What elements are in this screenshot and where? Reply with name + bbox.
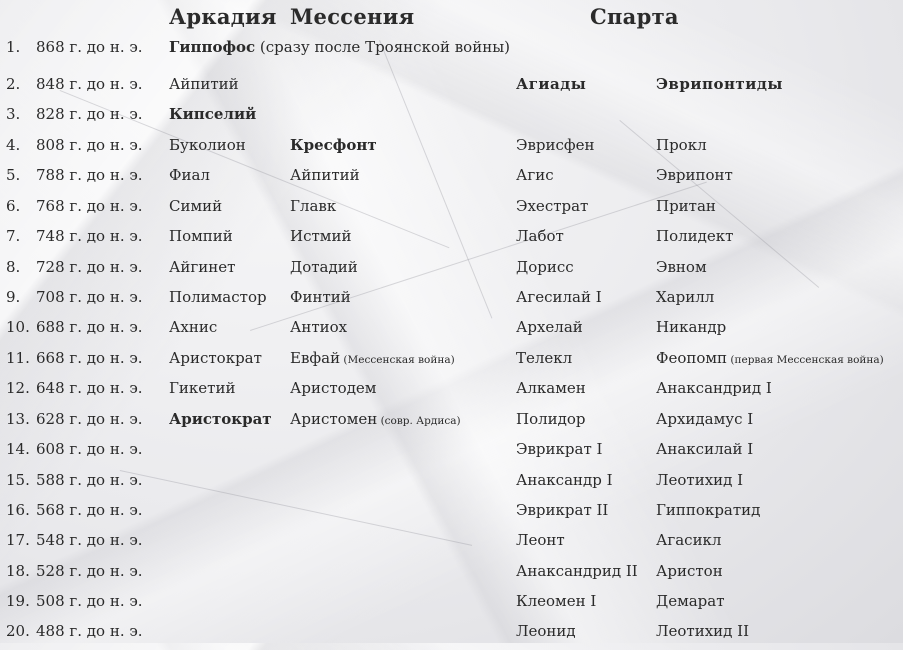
- table-row: [0, 288, 903, 316]
- agiads-cell: Эврикрат II: [516, 501, 609, 519]
- king-name: Евфай: [290, 349, 341, 367]
- arcadia-cell: Полимастор: [169, 288, 267, 306]
- agiads-cell: Эврикрат I: [516, 440, 603, 458]
- table-row: [0, 75, 903, 103]
- row-date: 728 г. до н. э.: [36, 258, 143, 276]
- row-date: 608 г. до н. э.: [36, 440, 143, 458]
- agiads-cell: Архелай: [516, 318, 583, 336]
- arcadia-cell: Кипселий: [169, 105, 257, 123]
- row-date: 848 г. до н. э.: [36, 75, 143, 93]
- eurypontids-cell: Анаксандрид I: [656, 379, 772, 397]
- table-row: [0, 318, 903, 346]
- row-date: 788 г. до н. э.: [36, 166, 143, 184]
- eurypontids-cell: Притан: [656, 197, 716, 215]
- table-row: [0, 379, 903, 407]
- table-row: [0, 592, 903, 620]
- agiads-cell: Дорисс: [516, 258, 574, 276]
- row-date: 808 г. до н. э.: [36, 136, 143, 154]
- messenia-cell: [290, 410, 461, 428]
- table-row: [0, 258, 903, 286]
- header-messenia: Мессения: [290, 4, 415, 29]
- table-row: [0, 622, 903, 650]
- agiads-cell: Анаксандрид II: [516, 562, 638, 580]
- row-date: 548 г. до н. э.: [36, 531, 143, 549]
- eurypontids-cell: Гиппократид: [656, 501, 761, 519]
- messenia-cell: Финтий: [290, 288, 351, 306]
- agiads-cell: Клеомен I: [516, 592, 597, 610]
- row-date: 528 г. до н. э.: [36, 562, 143, 580]
- arcadia-cell: Айгинет: [169, 258, 236, 276]
- header-arcadia: Аркадия: [169, 4, 277, 29]
- agiads-cell: Лабот: [516, 227, 564, 245]
- row-date: 648 г. до н. э.: [36, 379, 143, 397]
- table-row: [0, 136, 903, 164]
- eurypontids-cell: Демарат: [656, 592, 725, 610]
- row-number: 1.: [6, 38, 21, 56]
- table-row: [0, 349, 903, 377]
- row-number: 12.: [6, 379, 30, 397]
- agiads-cell: Телекл: [516, 349, 573, 367]
- table-row: [0, 410, 903, 438]
- row-number: 17.: [6, 531, 30, 549]
- arcadia-cell: Айпитий: [169, 75, 239, 93]
- row-number: 9.: [6, 288, 21, 306]
- eurypontids-cell: [656, 349, 884, 367]
- eurypontids-cell: Агасикл: [656, 531, 722, 549]
- row-number: 5.: [6, 166, 21, 184]
- entry-note: (первая Мессенская война): [727, 354, 884, 366]
- eurypontids-cell: Аристон: [656, 562, 723, 580]
- table-row: [0, 166, 903, 194]
- eurypontids-cell: Никандр: [656, 318, 727, 336]
- row-date: 688 г. до н. э.: [36, 318, 143, 336]
- table-row: [0, 38, 903, 66]
- agiads-cell: Леонид: [516, 622, 576, 640]
- arcadia-cell: Ахнис: [169, 318, 218, 336]
- row-number: 3.: [6, 105, 21, 123]
- agiads-cell: Алкамен: [516, 379, 586, 397]
- row-date: 708 г. до н. э.: [36, 288, 143, 306]
- row-number: 14.: [6, 440, 30, 458]
- king-name: Феопомп: [656, 349, 728, 367]
- row-number: 10.: [6, 318, 30, 336]
- messenia-cell: [290, 349, 455, 367]
- messenia-cell: Истмий: [290, 227, 352, 245]
- arcadia-cell: Гикетий: [169, 379, 236, 397]
- agiads-cell: Эхестрат: [516, 197, 589, 215]
- table-row: [0, 562, 903, 590]
- row-date: 508 г. до н. э.: [36, 592, 143, 610]
- table-row: [0, 440, 903, 468]
- row-date: 588 г. до н. э.: [36, 471, 143, 489]
- messenia-cell: Аристодем: [290, 379, 377, 397]
- king-name: Аристомен: [290, 410, 378, 428]
- agiads-cell: Полидор: [516, 410, 586, 428]
- eurypontids-cell: Анаксилай I: [656, 440, 754, 458]
- row-number: 7.: [6, 227, 21, 245]
- eurypontids-cell: Леотихид I: [656, 471, 744, 489]
- row-number: 4.: [6, 136, 21, 154]
- eurypontids-cell: Эврипонт: [656, 166, 733, 184]
- messenia-cell: Антиох: [290, 318, 348, 336]
- arcadia-cell: Помпий: [169, 227, 233, 245]
- arcadia-cell: Буколион: [169, 136, 246, 154]
- entry-note: (сразу после Троянской войны): [255, 38, 511, 56]
- arcadia-cell: Симий: [169, 197, 223, 215]
- messenia-cell: Дотадий: [290, 258, 358, 276]
- row-number: 6.: [6, 197, 21, 215]
- agiads-cell: Леонт: [516, 531, 565, 549]
- table-row: [0, 105, 903, 133]
- row-date: 628 г. до н. э.: [36, 410, 143, 428]
- row-number: 8.: [6, 258, 21, 276]
- entry-note: (Мессенская война): [340, 354, 455, 366]
- spanning-entry: [169, 38, 510, 56]
- eurypontids-cell: Прокл: [656, 136, 707, 154]
- messenia-cell: Главк: [290, 197, 337, 215]
- row-number: 16.: [6, 501, 30, 519]
- agiads-cell: Анаксандр I: [516, 471, 613, 489]
- agiads-cell: Агис: [516, 166, 554, 184]
- row-number: 11.: [6, 349, 30, 367]
- row-number: 18.: [6, 562, 30, 580]
- row-number: 13.: [6, 410, 30, 428]
- arcadia-cell: Аристократ: [169, 410, 272, 428]
- row-number: 15.: [6, 471, 30, 489]
- eurypontids-cell: Леотихид II: [656, 622, 750, 640]
- row-date: 868 г. до н. э.: [36, 38, 143, 56]
- eurypontids-cell: Эвном: [656, 258, 707, 276]
- row-number: 2.: [6, 75, 21, 93]
- eurypontids-header: Эврипонтиды: [656, 75, 783, 93]
- agiads-header: Агиады: [516, 75, 587, 93]
- table-row: [0, 471, 903, 499]
- row-date: 828 г. до н. э.: [36, 105, 143, 123]
- row-date: 748 г. до н. э.: [36, 227, 143, 245]
- row-number: 20.: [6, 622, 30, 640]
- header-sparta: Спарта: [590, 4, 679, 29]
- row-date: 768 г. до н. э.: [36, 197, 143, 215]
- eurypontids-cell: Полидект: [656, 227, 734, 245]
- arcadia-cell: Аристократ: [169, 349, 262, 367]
- table-row: [0, 501, 903, 529]
- king-name: Гиппофос: [169, 38, 256, 56]
- table-row: [0, 531, 903, 559]
- eurypontids-cell: Архидамус I: [656, 410, 754, 428]
- row-date: 488 г. до н. э.: [36, 622, 143, 640]
- messenia-cell: Кресфонт: [290, 136, 377, 154]
- table-row: [0, 227, 903, 255]
- table-row: [0, 197, 903, 225]
- row-number: 19.: [6, 592, 30, 610]
- eurypontids-cell: Харилл: [656, 288, 715, 306]
- arcadia-cell: Фиал: [169, 166, 210, 184]
- row-date: 568 г. до н. э.: [36, 501, 143, 519]
- entry-note: (совр. Ардиса): [377, 415, 461, 427]
- row-date: 668 г. до н. э.: [36, 349, 143, 367]
- agiads-cell: Эврисфен: [516, 136, 595, 154]
- agiads-cell: Агесилай I: [516, 288, 602, 306]
- messenia-cell: Айпитий: [290, 166, 360, 184]
